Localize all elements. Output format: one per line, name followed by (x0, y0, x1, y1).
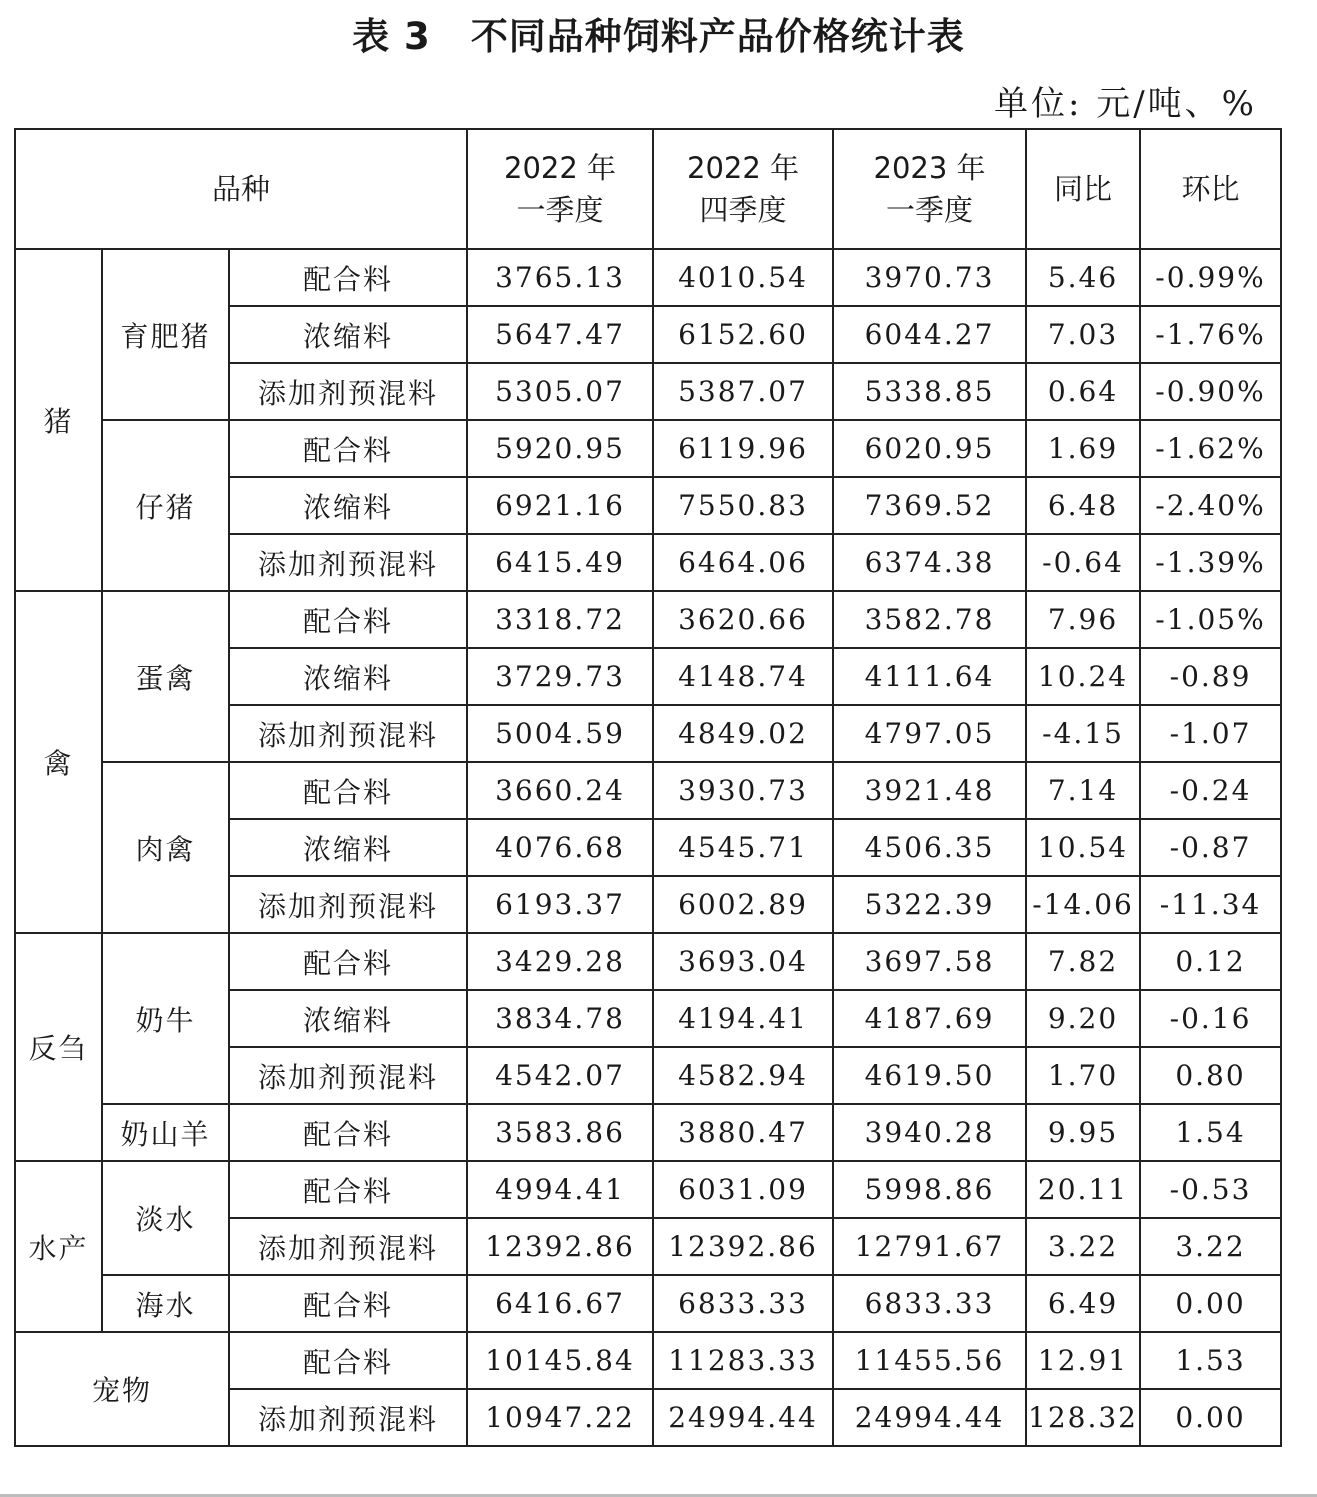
qoq-change: 0.12 (1140, 933, 1281, 990)
price-2023-q1: 24994.44 (833, 1389, 1026, 1446)
header-variety: 品种 (15, 129, 467, 249)
price-2022-q1: 3834.78 (467, 990, 653, 1047)
yoy-change: 10.24 (1026, 648, 1140, 705)
price-2023-q1: 11455.56 (833, 1332, 1026, 1389)
price-2022-q1: 5004.59 (467, 705, 653, 762)
qoq-change: -1.39% (1140, 534, 1281, 591)
table-row (15, 1332, 1281, 1389)
price-2022-q4: 6119.96 (653, 420, 833, 477)
feed-type-cell: 浓缩料 (229, 477, 467, 534)
category-cell: 反刍 (15, 933, 102, 1161)
table-row (15, 591, 1281, 648)
feed-type-cell: 配合料 (229, 591, 467, 648)
price-2023-q1: 3697.58 (833, 933, 1026, 990)
subcategory-cell: 奶牛 (102, 933, 229, 1104)
yoy-change: 10.54 (1026, 819, 1140, 876)
price-2022-q4: 4545.71 (653, 819, 833, 876)
feed-type-cell: 配合料 (229, 420, 467, 477)
price-2022-q1: 3765.13 (467, 249, 653, 306)
unit-label: 单位: 元/吨、% (993, 84, 1257, 124)
yoy-change: 7.82 (1026, 933, 1140, 990)
header-2023-q1: 2023 年 一季度 (833, 129, 1026, 249)
table-header (15, 129, 1281, 249)
yoy-change: -0.64 (1026, 534, 1140, 591)
qoq-change: -0.99% (1140, 249, 1281, 306)
feed-type-cell: 配合料 (229, 1332, 467, 1389)
category-cell: 宠物 (15, 1332, 229, 1446)
subcategory-cell: 肉禽 (102, 762, 229, 933)
subcategory-cell: 奶山羊 (102, 1104, 229, 1161)
feed-type-cell: 添加剂预混料 (229, 534, 467, 591)
feed-type-cell: 添加剂预混料 (229, 363, 467, 420)
feed-type-cell: 配合料 (229, 762, 467, 819)
yoy-change: 3.22 (1026, 1218, 1140, 1275)
price-2022-q4: 6464.06 (653, 534, 833, 591)
feed-type-cell: 浓缩料 (229, 990, 467, 1047)
table-row (15, 1275, 1281, 1332)
qoq-change: 3.22 (1140, 1218, 1281, 1275)
qoq-change: -0.89 (1140, 648, 1281, 705)
qoq-change: 0.00 (1140, 1389, 1281, 1446)
price-2023-q1: 6374.38 (833, 534, 1026, 591)
yoy-change: 12.91 (1026, 1332, 1140, 1389)
yoy-change: 6.48 (1026, 477, 1140, 534)
price-2022-q4: 4148.74 (653, 648, 833, 705)
price-2023-q1: 4187.69 (833, 990, 1026, 1047)
yoy-change: 7.96 (1026, 591, 1140, 648)
table-row (15, 1161, 1281, 1218)
feed-type-cell: 添加剂预混料 (229, 1389, 467, 1446)
price-2022-q4: 3930.73 (653, 762, 833, 819)
price-2022-q1: 3660.24 (467, 762, 653, 819)
yoy-change: 9.20 (1026, 990, 1140, 1047)
price-2023-q1: 3582.78 (833, 591, 1026, 648)
table-row (15, 762, 1281, 819)
feed-type-cell: 浓缩料 (229, 306, 467, 363)
qoq-change: -1.07 (1140, 705, 1281, 762)
price-2023-q1: 3921.48 (833, 762, 1026, 819)
price-2022-q4: 3880.47 (653, 1104, 833, 1161)
price-2023-q1: 4506.35 (833, 819, 1026, 876)
price-2023-q1: 4111.64 (833, 648, 1026, 705)
price-2022-q1: 3429.28 (467, 933, 653, 990)
yoy-change: 5.46 (1026, 249, 1140, 306)
feed-type-cell: 添加剂预混料 (229, 705, 467, 762)
price-2022-q1: 10145.84 (467, 1332, 653, 1389)
table-number: 表 3 (352, 15, 431, 58)
subcategory-cell: 淡水 (102, 1161, 229, 1275)
price-2022-q4: 4010.54 (653, 249, 833, 306)
price-2022-q1: 6415.49 (467, 534, 653, 591)
qoq-change: -0.90% (1140, 363, 1281, 420)
table-row (15, 933, 1281, 990)
feed-type-cell: 添加剂预混料 (229, 1218, 467, 1275)
price-2022-q1: 3729.73 (467, 648, 653, 705)
price-2023-q1: 3970.73 (833, 249, 1026, 306)
yoy-change: 7.14 (1026, 762, 1140, 819)
yoy-change: 20.11 (1026, 1161, 1140, 1218)
price-2023-q1: 4797.05 (833, 705, 1026, 762)
table-body (15, 249, 1281, 1446)
table-title-text: 不同品种饲料产品价格统计表 (470, 15, 965, 58)
price-2022-q1: 5920.95 (467, 420, 653, 477)
price-2023-q1: 12791.67 (833, 1218, 1026, 1275)
header-yoy: 同比 (1026, 129, 1140, 249)
price-2022-q4: 24994.44 (653, 1389, 833, 1446)
header-2022-q4: 2022 年 四季度 (653, 129, 833, 249)
price-2022-q4: 4849.02 (653, 705, 833, 762)
feed-type-cell: 配合料 (229, 1161, 467, 1218)
qoq-change: -1.76% (1140, 306, 1281, 363)
subcategory-cell: 育肥猪 (102, 249, 229, 420)
yoy-change: 9.95 (1026, 1104, 1140, 1161)
qoq-change: -0.16 (1140, 990, 1281, 1047)
yoy-change: 0.64 (1026, 363, 1140, 420)
price-2022-q1: 6921.16 (467, 477, 653, 534)
subcategory-cell: 蛋禽 (102, 591, 229, 762)
qoq-change: -1.62% (1140, 420, 1281, 477)
price-2022-q4: 5387.07 (653, 363, 833, 420)
header-2022-q1: 2022 年 一季度 (467, 129, 653, 249)
qoq-change: -0.53 (1140, 1161, 1281, 1218)
price-2022-q4: 12392.86 (653, 1218, 833, 1275)
qoq-change: -1.05% (1140, 591, 1281, 648)
price-2023-q1: 5322.39 (833, 876, 1026, 933)
category-cell: 禽 (15, 591, 102, 933)
yoy-change: 7.03 (1026, 306, 1140, 363)
feed-type-cell: 浓缩料 (229, 648, 467, 705)
price-2022-q4: 11283.33 (653, 1332, 833, 1389)
price-2022-q1: 6193.37 (467, 876, 653, 933)
yoy-change: -14.06 (1026, 876, 1140, 933)
price-2022-q1: 4994.41 (467, 1161, 653, 1218)
price-2023-q1: 4619.50 (833, 1047, 1026, 1104)
price-2022-q4: 6031.09 (653, 1161, 833, 1218)
feed-type-cell: 配合料 (229, 1104, 467, 1161)
feed-type-cell: 配合料 (229, 249, 467, 306)
qoq-change: -11.34 (1140, 876, 1281, 933)
price-2023-q1: 5998.86 (833, 1161, 1026, 1218)
table-row (15, 1104, 1281, 1161)
price-2022-q1: 3318.72 (467, 591, 653, 648)
qoq-change: 0.80 (1140, 1047, 1281, 1104)
qoq-change: -0.87 (1140, 819, 1281, 876)
table-row (15, 420, 1281, 477)
price-2023-q1: 6833.33 (833, 1275, 1026, 1332)
price-2022-q4: 3620.66 (653, 591, 833, 648)
yoy-change: 128.32 (1026, 1389, 1140, 1446)
qoq-change: -0.24 (1140, 762, 1281, 819)
price-2022-q1: 6416.67 (467, 1275, 653, 1332)
price-2023-q1: 6020.95 (833, 420, 1026, 477)
feed-type-cell: 添加剂预混料 (229, 876, 467, 933)
yoy-change: 6.49 (1026, 1275, 1140, 1332)
price-2022-q1: 4076.68 (467, 819, 653, 876)
price-2022-q4: 4582.94 (653, 1047, 833, 1104)
price-2022-q4: 4194.41 (653, 990, 833, 1047)
price-2022-q4: 6833.33 (653, 1275, 833, 1332)
category-cell: 猪 (15, 249, 102, 591)
qoq-change: -2.40% (1140, 477, 1281, 534)
qoq-change: 1.54 (1140, 1104, 1281, 1161)
yoy-change: 1.70 (1026, 1047, 1140, 1104)
price-2022-q4: 6002.89 (653, 876, 833, 933)
category-cell: 水产 (15, 1161, 102, 1332)
price-2022-q4: 7550.83 (653, 477, 833, 534)
price-2022-q1: 5305.07 (467, 363, 653, 420)
price-2022-q1: 5647.47 (467, 306, 653, 363)
qoq-change: 0.00 (1140, 1275, 1281, 1332)
price-2022-q1: 12392.86 (467, 1218, 653, 1275)
subcategory-cell: 仔猪 (102, 420, 229, 591)
table-row (15, 249, 1281, 306)
feed-type-cell: 添加剂预混料 (229, 1047, 467, 1104)
feed-type-cell: 配合料 (229, 1275, 467, 1332)
price-2022-q1: 4542.07 (467, 1047, 653, 1104)
price-2023-q1: 6044.27 (833, 306, 1026, 363)
price-2023-q1: 3940.28 (833, 1104, 1026, 1161)
price-2022-q4: 3693.04 (653, 933, 833, 990)
feed-type-cell: 配合料 (229, 933, 467, 990)
subcategory-cell: 海水 (102, 1275, 229, 1332)
feed-type-cell: 浓缩料 (229, 819, 467, 876)
price-2022-q4: 6152.60 (653, 306, 833, 363)
yoy-change: 1.69 (1026, 420, 1140, 477)
header-qoq: 环比 (1140, 129, 1281, 249)
qoq-change: 1.53 (1140, 1332, 1281, 1389)
price-2022-q1: 3583.86 (467, 1104, 653, 1161)
yoy-change: -4.15 (1026, 705, 1140, 762)
price-2023-q1: 7369.52 (833, 477, 1026, 534)
table-title (0, 6, 1317, 60)
price-2023-q1: 5338.85 (833, 363, 1026, 420)
price-table (14, 128, 1282, 1447)
price-2022-q1: 10947.22 (467, 1389, 653, 1446)
